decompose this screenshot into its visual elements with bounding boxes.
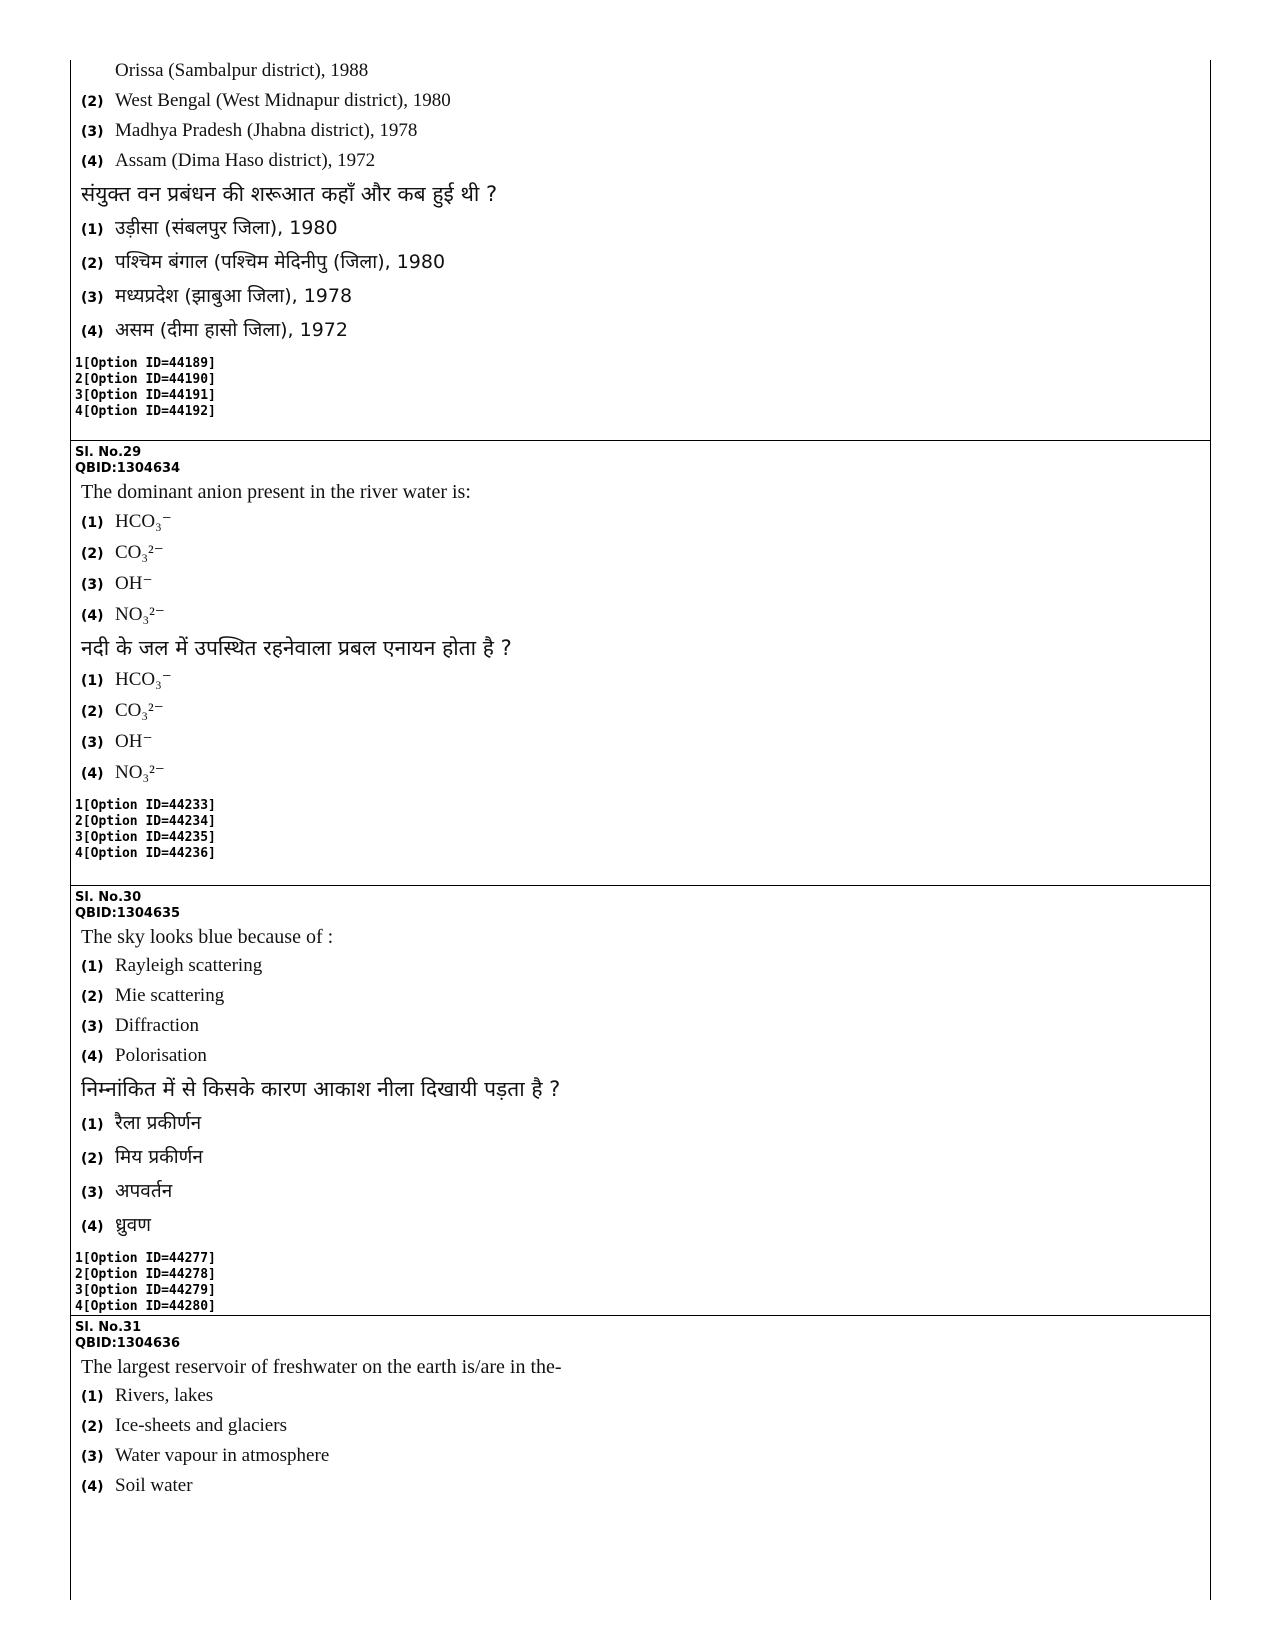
option-number: (3) xyxy=(81,577,104,593)
en-option-3 xyxy=(81,572,1210,595)
question-block-31 xyxy=(71,1320,1210,1507)
en-option-1 xyxy=(81,60,1210,82)
option-id: 3[Option ID=44191] xyxy=(75,388,216,403)
option-id: 3[Option ID=44235] xyxy=(75,830,216,845)
option-text: Orissa (Sambalpur district), 1988 xyxy=(115,60,369,81)
option-text: मिय प्रकीर्णन xyxy=(115,1146,203,1168)
option-text: ध्रुवण xyxy=(115,1214,151,1236)
option-number: (4) xyxy=(81,1479,104,1495)
option-number: (3) xyxy=(81,1019,104,1035)
option-number: (2) xyxy=(81,989,104,1005)
option-text: Rayleigh scattering xyxy=(115,955,263,976)
option-text: HCO₃⁻ xyxy=(115,511,172,532)
hi-option-2 xyxy=(81,1143,1210,1169)
question-block-30 xyxy=(71,890,1210,1316)
en-option-3 xyxy=(81,120,1210,142)
option-text: HCO₃⁻ xyxy=(115,669,172,690)
option-number: (4) xyxy=(81,608,104,624)
option-text: Water vapour in atmosphere xyxy=(115,1445,330,1466)
en-option-2 xyxy=(81,90,1210,112)
en-option-4 xyxy=(81,150,1210,172)
option-ids xyxy=(75,1251,1210,1315)
hi-question-text: संयुक्त वन प्रबंधन की शरूआत कहाँ और कब हुई थी ? xyxy=(81,182,498,206)
hi-option-2 xyxy=(81,699,1210,722)
question-block-29 xyxy=(71,445,1210,886)
qbid: QBID:1304634 xyxy=(75,461,181,476)
option-text: OH⁻ xyxy=(115,731,153,752)
serial-number: Sl. No.31 xyxy=(75,1320,142,1335)
en-option-4 xyxy=(81,1045,1210,1067)
hi-option-1 xyxy=(81,214,1210,240)
option-number: (4) xyxy=(81,154,104,170)
option-ids xyxy=(75,798,1210,862)
option-text: Mie scattering xyxy=(115,985,225,1006)
hi-option-4 xyxy=(81,1211,1210,1237)
hi-option-4 xyxy=(81,761,1210,784)
option-id: 2[Option ID=44190] xyxy=(75,372,216,387)
option-text: NO₃²⁻ xyxy=(115,762,165,783)
option-number: (2) xyxy=(81,1419,104,1435)
hi-option-4 xyxy=(81,316,1210,342)
option-id: 1[Option ID=44277] xyxy=(75,1251,216,1266)
option-text: CO₃²⁻ xyxy=(115,700,164,721)
option-number: (1) xyxy=(81,1117,104,1133)
option-number: (3) xyxy=(81,1449,104,1465)
hi-option-1 xyxy=(81,1109,1210,1135)
qbid: QBID:1304635 xyxy=(75,906,181,921)
option-number: (1) xyxy=(81,222,104,238)
option-id: 4[Option ID=44192] xyxy=(75,404,216,419)
option-text: Diffraction xyxy=(115,1015,200,1036)
option-text: Madhya Pradesh (Jhabna district), 1978 xyxy=(115,120,418,141)
hi-option-3 xyxy=(81,1177,1210,1203)
en-option-1 xyxy=(81,955,1210,977)
option-number: (3) xyxy=(81,1185,104,1201)
en-option-4 xyxy=(81,603,1210,626)
option-id: 4[Option ID=44280] xyxy=(75,1299,216,1314)
option-number: (3) xyxy=(81,124,104,140)
option-text: OH⁻ xyxy=(115,573,153,594)
option-number: (4) xyxy=(81,324,104,340)
option-text: NO₃²⁻ xyxy=(115,604,165,625)
option-text: पश्चिम बंगाल (पश्चिम मेदिनीपु (जिला), 1980 xyxy=(115,251,446,273)
serial-number: Sl. No.30 xyxy=(75,890,142,905)
option-text: रैला प्रकीर्णन xyxy=(115,1112,202,1134)
hi-question-text: निम्नांकित में से किसके कारण आकाश नीला दिखायी पड़ता है ? xyxy=(81,1077,561,1101)
option-text: अपवर्तन xyxy=(115,1180,173,1202)
option-number: (1) xyxy=(81,1389,104,1405)
option-ids xyxy=(75,356,1210,420)
en-option-2 xyxy=(81,1415,1210,1437)
option-number: (2) xyxy=(81,256,104,272)
serial-number: Sl. No.29 xyxy=(75,445,142,460)
en-option-1 xyxy=(81,510,1210,533)
en-option-4 xyxy=(81,1475,1210,1497)
hi-question-text: नदी के जल में उपस्थित रहनेवाला प्रबल एनायन होता है ? xyxy=(81,636,512,660)
en-option-1 xyxy=(81,1385,1210,1407)
hi-option-3 xyxy=(81,730,1210,753)
qbid: QBID:1304636 xyxy=(75,1336,181,1351)
option-number: (2) xyxy=(81,704,104,720)
option-number: (1) xyxy=(81,673,104,689)
option-number: (4) xyxy=(81,766,104,782)
en-option-2 xyxy=(81,985,1210,1007)
option-number: (2) xyxy=(81,94,104,110)
hi-option-1 xyxy=(81,668,1210,691)
option-id: 1[Option ID=44189] xyxy=(75,356,216,371)
option-number: (3) xyxy=(81,735,104,751)
question-block-28 xyxy=(71,60,1210,441)
option-text: Rivers, lakes xyxy=(115,1385,214,1406)
question-paper-page xyxy=(70,60,1211,1600)
option-number: (1) xyxy=(81,515,104,531)
hi-option-3 xyxy=(81,282,1210,308)
option-text: असम (दीमा हासो जिला), 1972 xyxy=(115,319,348,341)
en-option-3 xyxy=(81,1445,1210,1467)
option-number: (1) xyxy=(81,959,104,975)
option-number: (4) xyxy=(81,1049,104,1065)
en-question-text: The dominant anion present in the river water is: xyxy=(81,481,471,503)
en-question-text: The largest reservoir of freshwater on the earth is/are in the- xyxy=(81,1356,562,1378)
option-text: Assam (Dima Haso district), 1972 xyxy=(115,150,376,171)
hi-option-2 xyxy=(81,248,1210,274)
option-text: Soil water xyxy=(115,1475,193,1496)
en-question-text: The sky looks blue because of : xyxy=(81,926,334,948)
option-number: (2) xyxy=(81,1151,104,1167)
option-text: उड़ीसा (संबलपुर जिला), 1980 xyxy=(115,217,338,239)
option-id: 2[Option ID=44278] xyxy=(75,1267,216,1282)
option-number: (2) xyxy=(81,546,104,562)
option-text: West Bengal (West Midnapur district), 1980 xyxy=(115,90,451,111)
option-text: मध्यप्रदेश (झाबुआ जिला), 1978 xyxy=(115,285,353,307)
option-id: 4[Option ID=44236] xyxy=(75,846,216,861)
option-text: CO₃²⁻ xyxy=(115,542,164,563)
option-number: (3) xyxy=(81,290,104,306)
option-id: 3[Option ID=44279] xyxy=(75,1283,216,1298)
en-option-3 xyxy=(81,1015,1210,1037)
option-id: 2[Option ID=44234] xyxy=(75,814,216,829)
en-option-2 xyxy=(81,541,1210,564)
option-text: Ice-sheets and glaciers xyxy=(115,1415,287,1436)
option-text: Polorisation xyxy=(115,1045,207,1066)
option-number: (4) xyxy=(81,1219,104,1235)
option-id: 1[Option ID=44233] xyxy=(75,798,216,813)
